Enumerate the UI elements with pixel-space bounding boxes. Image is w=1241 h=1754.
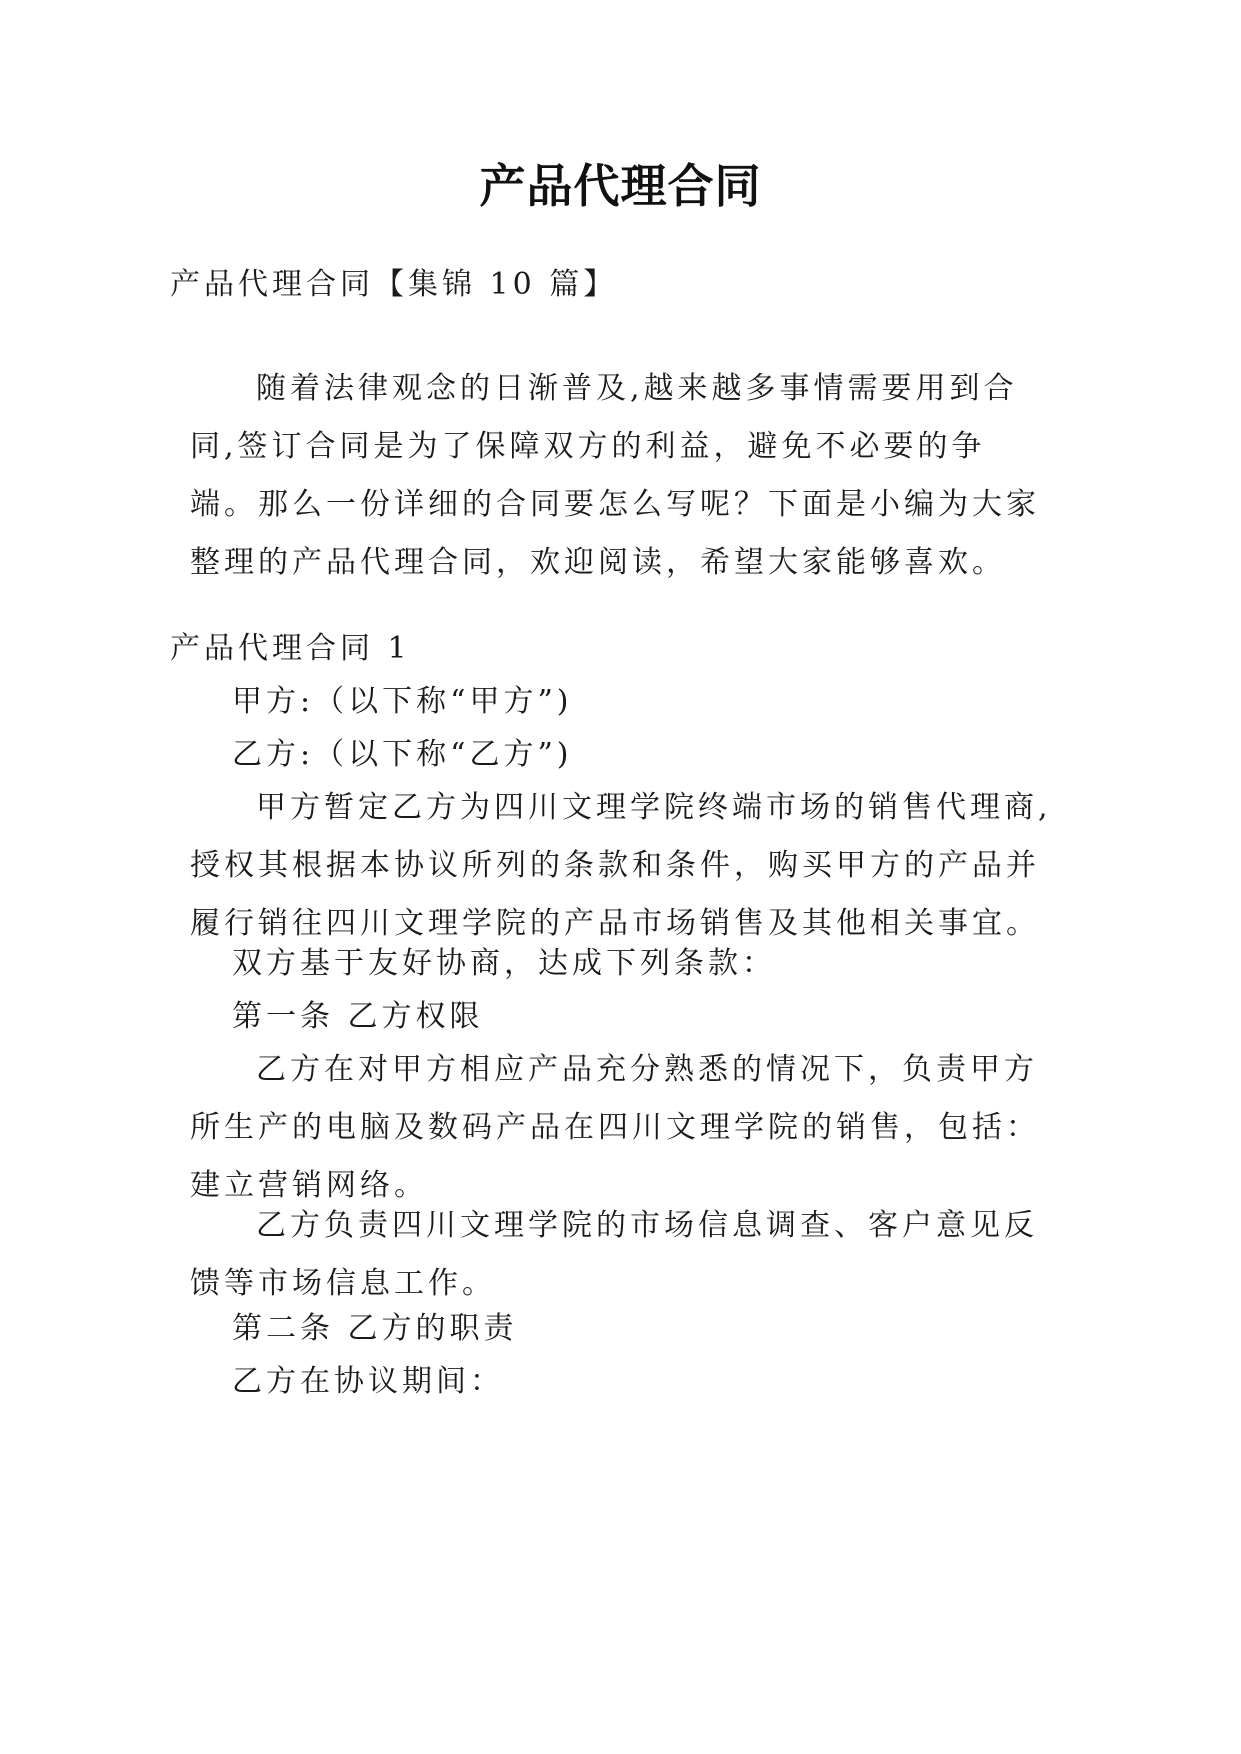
- article-2-paragraph: 乙方在协议期间：: [232, 1364, 504, 1399]
- article-2-heading: 第二条 乙方的职责: [232, 1311, 518, 1346]
- intro-paragraph: 随着法律观念的日渐普及,越来越多事情需要用到合同,签订合同是为了保障双方的利益，避免不必要的争端。那么一份详细的合同要怎么写呢？下面是小编为大家整理的产品代理合同，欢迎阅读，希望大家能够喜欢。: [190, 371, 1040, 580]
- article-1-paragraph-a: 乙方在对甲方相应产品充分熟悉的情况下，负责甲方所生产的电脑及数码产品在四川文理学院的销售，包括：建立营销网络。: [190, 1052, 1040, 1203]
- document-title: 产品代理合同: [479, 159, 762, 213]
- appointment-paragraph: 甲方暂定乙方为四川文理学院终端市场的销售代理商,授权其根据本协议所列的条款和条件，购买甲方的产品并履行销往四川文理学院的产品市场销售及其他相关事宜。: [190, 790, 1052, 941]
- article-1-heading: 第一条 乙方权限: [232, 999, 484, 1034]
- section-heading: 产品代理合同 1: [170, 631, 411, 666]
- article-1-paragraph-b: 乙方负责四川文理学院的市场信息调查、客户意见反馈等市场信息工作。: [190, 1208, 1038, 1301]
- agreement-line: 双方基于友好协商，达成下列条款：: [232, 946, 776, 981]
- document-subtitle: 产品代理合同【集锦 10 篇】: [170, 267, 618, 302]
- party-a-line: 甲方:（以下称“甲方”): [232, 684, 573, 719]
- party-b-line: 乙方:（以下称“乙方”): [232, 737, 573, 772]
